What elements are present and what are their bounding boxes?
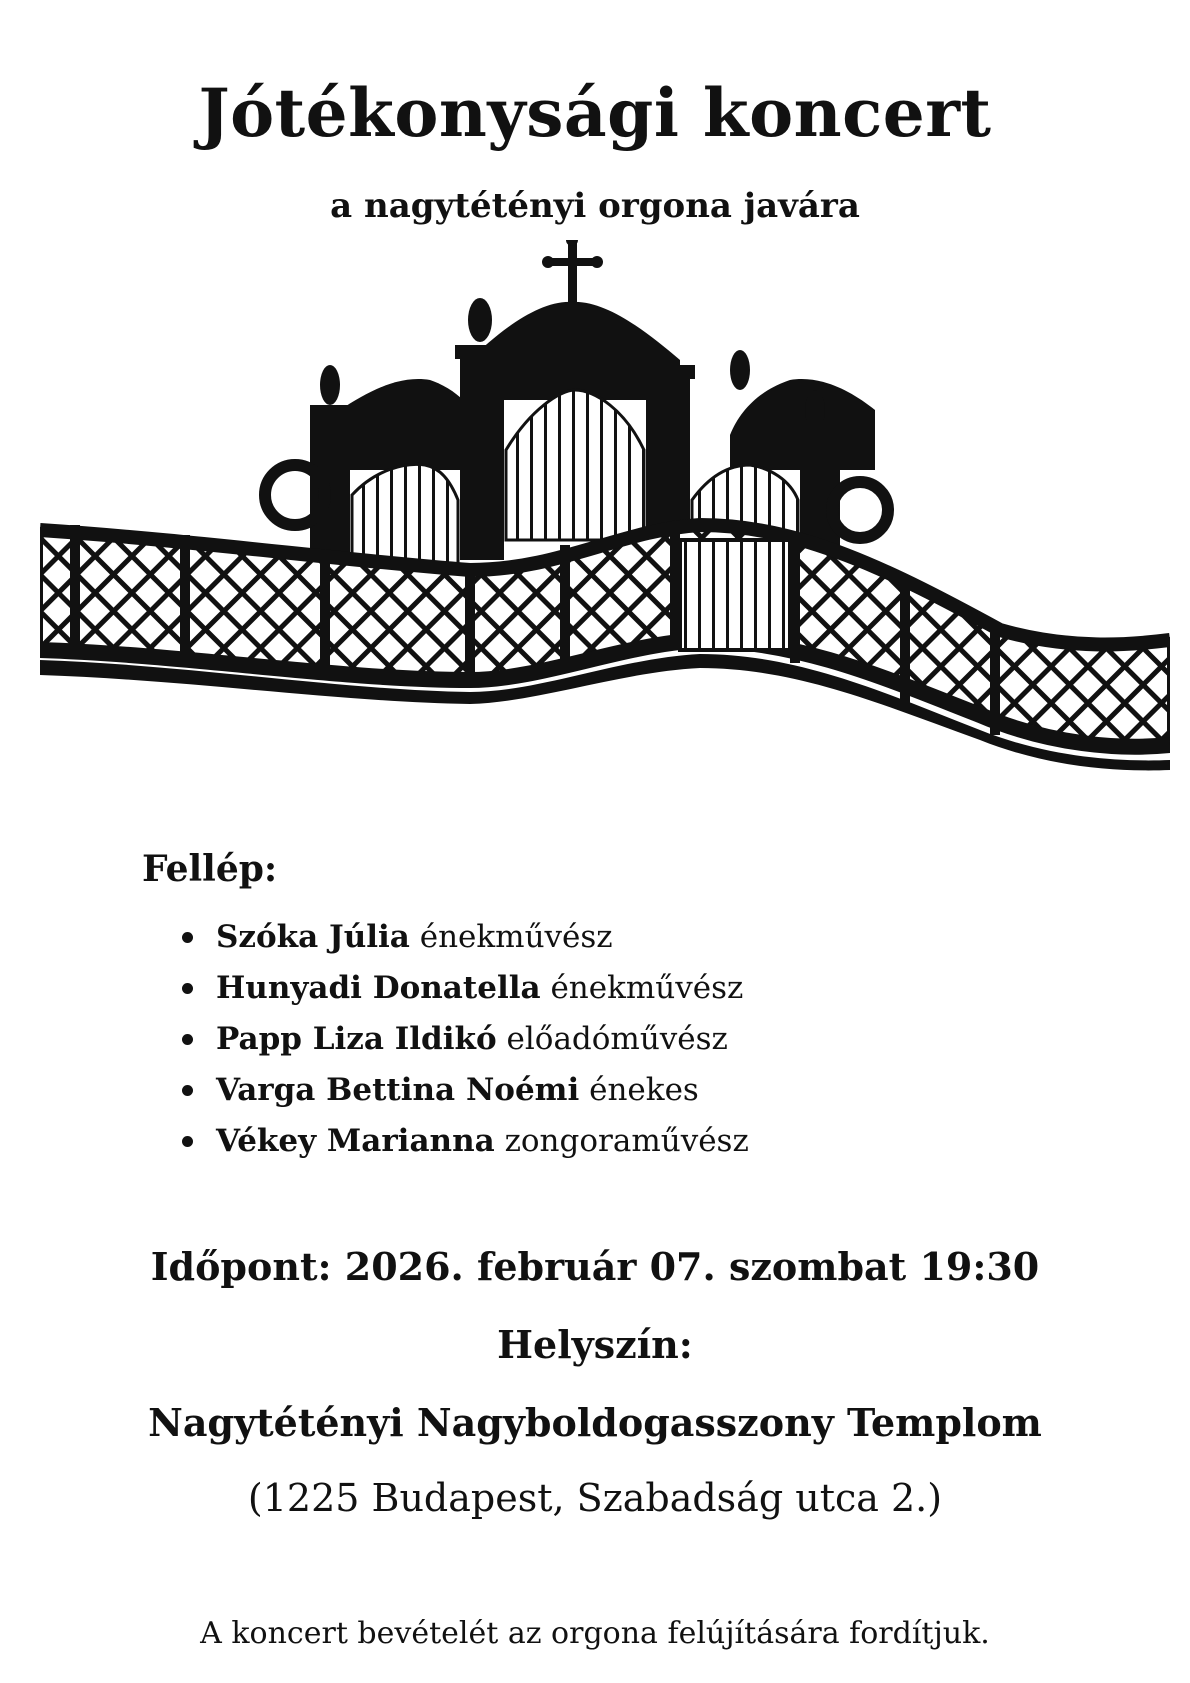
list-item	[178, 912, 749, 963]
footer-note: A koncert bevételét az orgona felújítására fordítjuk.	[200, 1616, 990, 1651]
performer-name: Vékey Marianna	[216, 1123, 495, 1159]
event-datetime: Időpont: 2026. február 07. szombat 19:30	[150, 1244, 1040, 1289]
performer-name: Varga Bettina Noémi	[216, 1072, 580, 1108]
bullet-icon	[182, 983, 193, 994]
list-item	[178, 1014, 749, 1065]
performer-name: Papp Liza Ildikó	[216, 1021, 497, 1057]
venue-address: (1225 Budapest, Szabadság utca 2.)	[247, 1476, 943, 1520]
performer-role: énekes	[589, 1072, 699, 1108]
venue-name: Nagytétényi Nagyboldogasszony Templom	[148, 1400, 1042, 1445]
location-label: Helyszín:	[497, 1322, 693, 1367]
cross-ornament	[542, 240, 603, 302]
list-item	[178, 1065, 749, 1116]
baroque-organ-illustration	[40, 240, 1170, 820]
performer-name: Hunyadi Donatella	[216, 970, 541, 1006]
performers-list	[178, 912, 749, 1167]
bullet-icon	[182, 1034, 193, 1045]
bullet-icon	[182, 1085, 193, 1096]
performer-role: énekművész	[550, 970, 744, 1006]
performer-role: zongoraművész	[504, 1123, 749, 1159]
performer-role: előadóművész	[506, 1021, 728, 1057]
bullet-icon	[182, 932, 193, 943]
list-item	[178, 1116, 749, 1167]
performers-heading: Fellép:	[142, 848, 278, 890]
performer-name: Szóka Júlia	[216, 919, 410, 955]
poster-title: Jótékonysági koncert	[198, 74, 992, 152]
poster-subtitle: a nagytétényi orgona javára	[330, 186, 860, 226]
list-item	[178, 963, 749, 1014]
performer-role: énekművész	[419, 919, 613, 955]
bullet-icon	[182, 1136, 193, 1147]
